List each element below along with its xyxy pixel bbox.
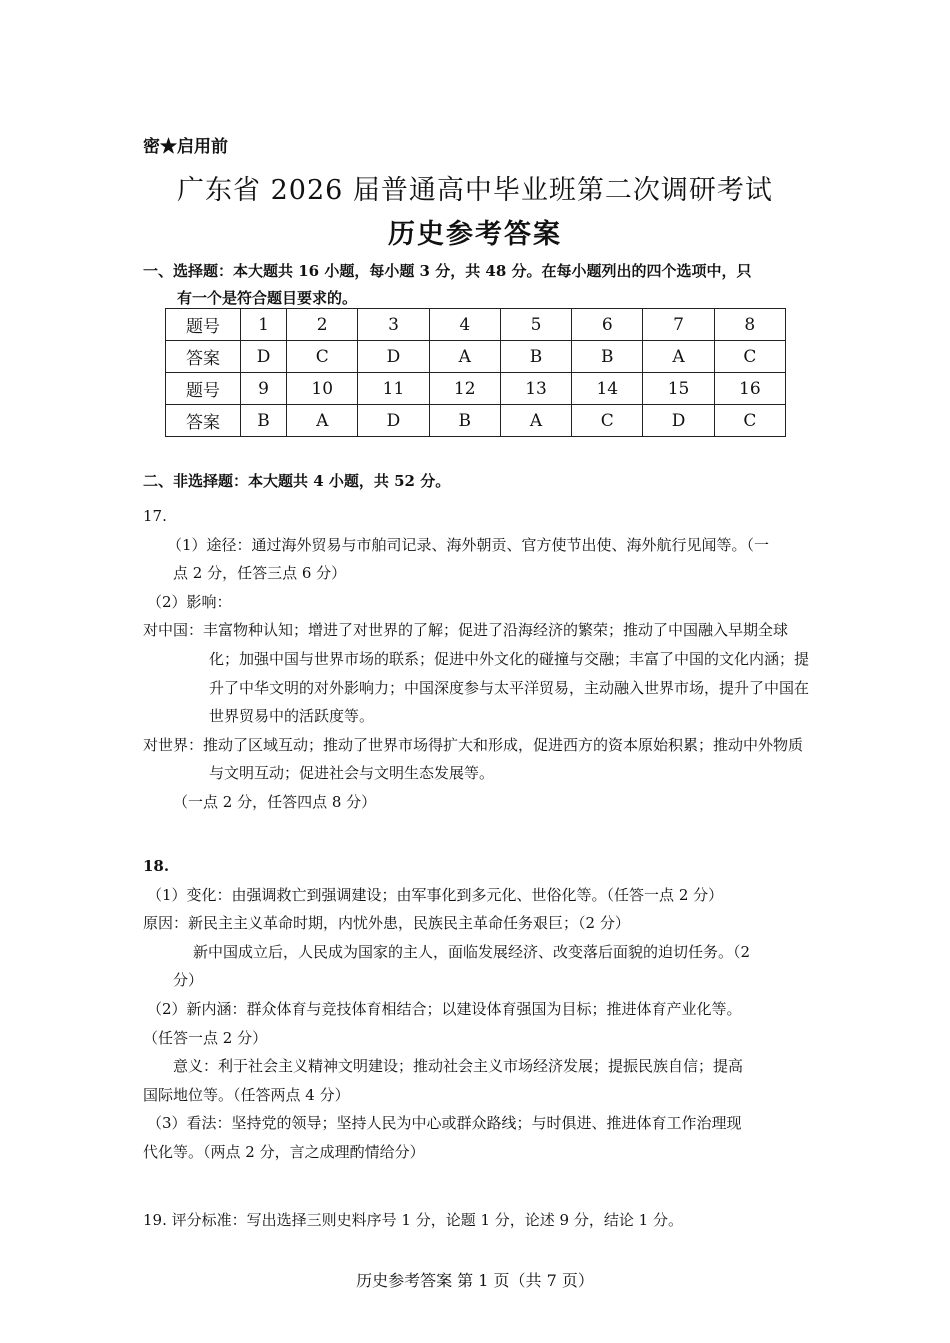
table-cell: D: [643, 405, 714, 437]
q18-part1: （1）变化：由强调救亡到强调建设；由军事化到多元化、世俗化等。（任答一点 2 分）: [147, 885, 724, 904]
table-cell: D: [241, 341, 287, 373]
q17-world-impact: 对世界：推动了区域互动；推动了世界市场得扩大和形成，促进西方的资本原始积累；推动中外物质与文明互动；促进社会与文明生态发展等。: [143, 735, 804, 783]
table-cell: B: [241, 405, 287, 437]
q18-significance-cont: 国际地位等。（任答两点 4 分）: [143, 1085, 350, 1104]
q18-part2: （2）新内涵：群众体育与竞技体育相结合；以建设体育强国为目标；推进体育产业化等。: [147, 999, 742, 1018]
section1-heading-line2: 有一个是符合题目要求的。: [177, 289, 358, 307]
table-cell: A: [643, 341, 714, 373]
q18-reason-2-cont: 分）: [173, 971, 204, 990]
table-cell: 4: [429, 309, 500, 341]
section2-heading: 二、非选择题：本大题共 4 小题，共 52 分。: [143, 472, 451, 490]
answer-row: [166, 405, 786, 437]
table-cell: 5: [500, 309, 571, 341]
page-footer: 历史参考答案 第 1 页（共 7 页）: [356, 1271, 594, 1290]
table-cell: 14: [572, 373, 643, 405]
q17-china-impact: 对中国：丰富物种认知；增进了对世界的了解；促进了沿海经济的繁荣；推动了中国融入早期全球化；加强中国与世界市场的联系；促进中外文化的碰撞与交融；丰富了中国的文化内涵；提升了中华文明的对外影响力；中国深度参与太平洋贸易，主动融入世界市场，提升了中国在世界贸易中的活跃度等。: [143, 621, 810, 726]
q18-number: 18.: [143, 857, 170, 875]
answer-table: [165, 308, 786, 437]
question-18: [143, 852, 813, 1167]
table-cell: 1: [241, 309, 287, 341]
q17-part2-score: （一点 2 分，任答四点 8 分）: [173, 792, 377, 811]
q17-part1-score: 点 2 分，任答三点 6 分）: [173, 564, 347, 583]
answer-row: [166, 341, 786, 373]
confidential-label: 密★启用前: [143, 137, 228, 157]
q18-reason: 原因：新民主主义革命时期，内忧外患，民族民主革命任务艰巨；（2 分）: [143, 914, 630, 933]
table-cell: C: [572, 405, 643, 437]
table-cell: B: [429, 405, 500, 437]
table-cell: 2: [287, 309, 358, 341]
q18-significance: 意义：利于社会主义精神文明建设；推动社会主义市场经济发展；提振民族自信；提高: [173, 1057, 744, 1076]
table-cell: 9: [241, 373, 287, 405]
table-cell: 6: [572, 309, 643, 341]
table-cell: C: [714, 341, 785, 373]
table-cell: C: [714, 405, 785, 437]
table-cell: 15: [643, 373, 714, 405]
q18-part3: （3）看法：坚持党的领导；坚持人民为中心或群众路线；与时俱进、推进体育工作治理现: [147, 1114, 742, 1133]
table-cell: 16: [714, 373, 785, 405]
table-cell: A: [429, 341, 500, 373]
table-cell: 12: [429, 373, 500, 405]
row-header-cell: 答案: [166, 341, 241, 373]
question-19: 19. 评分标准：写出选择三则史料序号 1 分，论题 1 分，论述 9 分，结论 1 分。: [143, 1211, 683, 1229]
table-cell: A: [287, 405, 358, 437]
row-header-cell: 答案: [166, 405, 241, 437]
q17-number: 17.: [143, 507, 167, 525]
table-cell: B: [500, 341, 571, 373]
table-cell: 8: [714, 309, 785, 341]
table-cell: D: [358, 405, 429, 437]
table-cell: C: [287, 341, 358, 373]
exam-title: 广东省 2026 届普通高中毕业班第二次调研考试: [177, 175, 773, 206]
question-number-row: [166, 373, 786, 405]
question-number-row: [166, 309, 786, 341]
table-cell: 7: [643, 309, 714, 341]
q18-part3-cont: 代化等。（两点 2 分，言之成理酌情给分）: [143, 1142, 425, 1161]
row-header-cell: 题号: [166, 309, 241, 341]
table-cell: 10: [287, 373, 358, 405]
q18-reason-2: 新中国成立后，人民成为国家的主人，面临发展经济、改变落后面貌的迫切任务。（2: [193, 942, 751, 961]
table-cell: 3: [358, 309, 429, 341]
section1-heading: [143, 258, 813, 312]
question-17: [143, 502, 813, 817]
q17-part2: （2）影响：: [147, 592, 232, 611]
table-cell: 13: [500, 373, 571, 405]
table-cell: 11: [358, 373, 429, 405]
table-cell: D: [358, 341, 429, 373]
q18-part2-score: （任答一点 2 分）: [143, 1028, 268, 1047]
section1-heading-line1: 一、选择题：本大题共 16 小题，每小题 3 分，共 48 分。在每小题列出的四个选项中，只: [143, 262, 752, 280]
table-cell: A: [500, 405, 571, 437]
row-header-cell: 题号: [166, 373, 241, 405]
q17-part1: （1）途径：通过海外贸易与市舶司记录、海外朝贡、官方使节出使、海外航行见闻等。（一: [167, 535, 770, 554]
document-subtitle: 历史参考答案: [388, 219, 562, 250]
table-cell: B: [572, 341, 643, 373]
